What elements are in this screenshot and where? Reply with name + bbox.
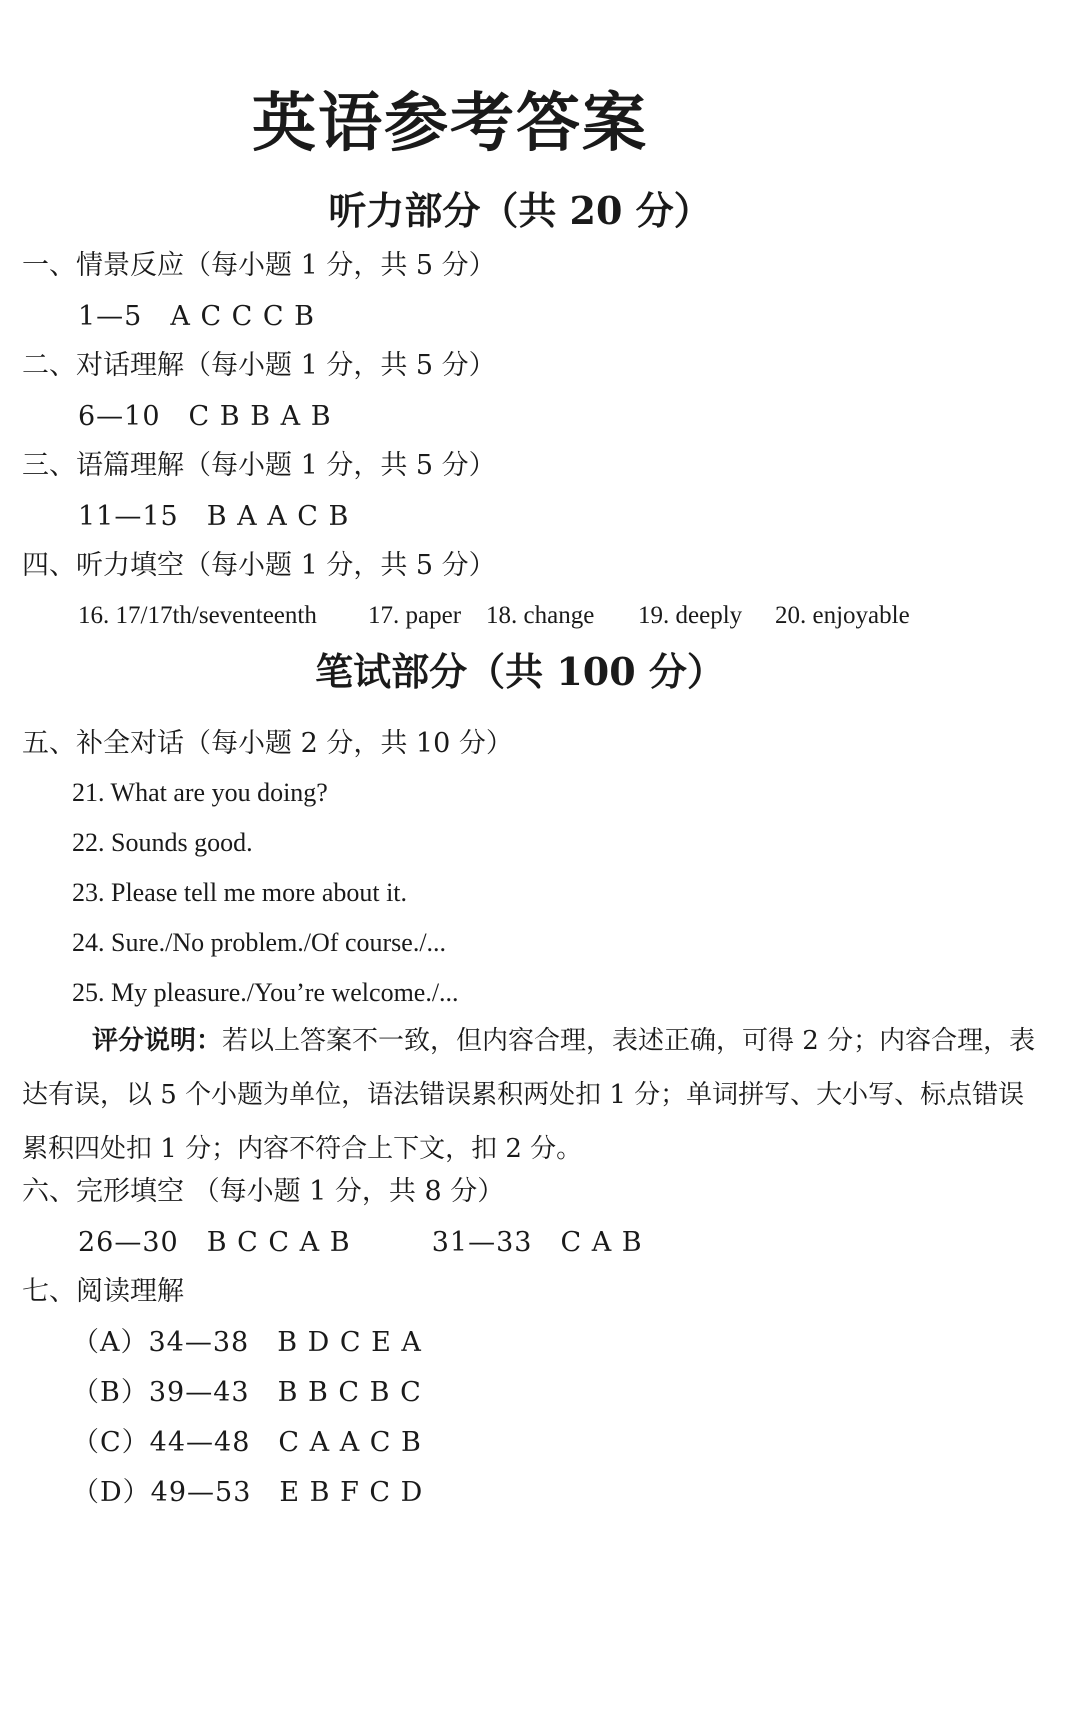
answer-letters: B D C E A [277, 1327, 422, 1358]
answer-range: 39—43 [148, 1377, 250, 1408]
answer-range: 26—30 [78, 1227, 179, 1258]
reading-part: （C） [72, 1427, 150, 1458]
section-three-heading: 三、语篇理解（每小题 1 分，共 5 分） [22, 450, 496, 481]
dialogue-answer: 21. What are you doing? [72, 778, 328, 807]
fill-answer: 18. change [486, 602, 595, 629]
cloze-answers [78, 1229, 643, 1256]
answer-letters: A C C C B [170, 301, 316, 332]
answer-letters: C A B [560, 1227, 643, 1258]
dialogue-answer: 23. Please tell me more about it. [72, 878, 408, 907]
dialogue-answer: 22. Sounds good. [72, 828, 253, 857]
section-four-heading: 四、听力填空（每小题 1 分，共 5 分） [22, 550, 496, 581]
reading-answers-b [72, 1379, 422, 1406]
answer-letters: B A A C B [206, 501, 350, 532]
answer-range: 31—33 [431, 1227, 533, 1258]
section-five-heading: 五、补全对话（每小题 2 分，共 10 分） [22, 728, 513, 759]
answer-range: 49—53 [150, 1477, 252, 1508]
listening-heading: 听力部分（共 20 分） [328, 188, 712, 233]
answer-letters: B C C A B [206, 1227, 351, 1258]
fill-answer: 16. 17/17th/seventeenth [78, 602, 317, 629]
answer-range: 34—38 [148, 1327, 250, 1358]
answer-letters: B B C B C [277, 1377, 422, 1408]
dialogue-answer: 25. My pleasure./You’re welcome./... [72, 978, 459, 1007]
section-two-heading: 二、对话理解（每小题 1 分，共 5 分） [22, 350, 496, 381]
fill-answer: 19. deeply [638, 602, 743, 629]
reading-answers-c [72, 1429, 422, 1456]
answer-range: 11—15 [78, 501, 179, 532]
scoring-note [22, 1014, 1042, 1176]
section-two-answers [78, 403, 332, 430]
page-title: 英语参考答案 [252, 86, 648, 161]
writing-heading: 笔试部分（共 100 分） [315, 649, 725, 694]
answer-letters: E B F C D [279, 1477, 424, 1508]
answer-letters: C A A C B [278, 1427, 422, 1458]
scoring-note-text: 若以上答案不一致，但内容合理，表述正确，可得 2 分；内容合理，表达有误，以 5 个小题为单位，语法错误累积两处扣 1 分；单词拼写、大小写、标点错误累积四处扣 1 分；内容不符合上下文，扣 2 分。 [22, 1026, 1036, 1164]
scoring-note-label: 评分说明： [92, 1026, 223, 1056]
answer-range: 44—48 [149, 1427, 251, 1458]
section-one-heading: 一、情景反应（每小题 1 分，共 5 分） [22, 250, 496, 281]
section-one-answers [78, 303, 315, 330]
reading-part: （B） [72, 1377, 149, 1408]
dialogue-answer: 24. Sure./No problem./Of course./... [72, 928, 447, 957]
section-six-heading: 六、完形填空 （每小题 1 分，共 8 分） [22, 1176, 505, 1207]
fill-answer: 20. enjoyable [775, 602, 910, 629]
section-three-answers [78, 503, 349, 530]
fill-answer: 17. paper [368, 602, 462, 629]
answer-range: 6—10 [78, 401, 161, 432]
answer-range: 1—5 [78, 301, 143, 332]
reading-answers-d [72, 1479, 423, 1506]
reading-part: （A） [72, 1327, 149, 1358]
section-seven-heading: 七、阅读理解 [22, 1276, 184, 1307]
answer-letters: C B B A B [188, 401, 332, 432]
reading-answers-a [72, 1329, 422, 1356]
reading-part: （D） [72, 1477, 151, 1508]
